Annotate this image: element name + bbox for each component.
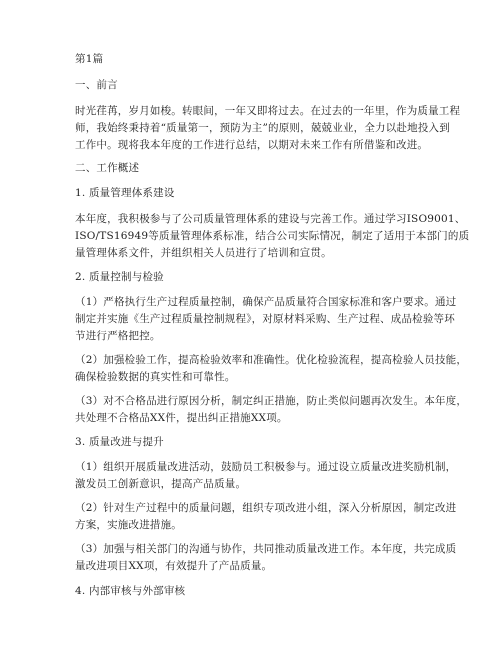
- paragraph-line: 工作中。现将我本年度的工作进行总结，以期对未来工作有所借鉴和改进。: [75, 139, 429, 151]
- section-title: 第1篇: [75, 53, 104, 65]
- subheading-quality-improvement: 3. 质量改进与提升: [75, 436, 164, 448]
- paragraph-line: 量管理体系文件，并组织相关人员进行了培训和宣贯。: [75, 247, 332, 259]
- heading-overview: 二、工作概述: [75, 162, 140, 174]
- paragraph-line: 激发员工创新意识，提高产品质量。: [75, 478, 247, 490]
- paragraph-line: （2）加强检验工作，提高检验效率和准确性。优化检验流程，提高检验人员技能，: [75, 354, 468, 366]
- paragraph-line: 制定并实施《生产过程质量控制规程》，对原材料采购、生产过程、成品检验等环: [75, 313, 455, 325]
- paragraph-line: 本年度，我积极参与了公司质量管理体系的建设与完善工作。通过学习ISO9001、: [75, 213, 466, 225]
- paragraph-line: ISO/TS16949等质量管理体系标准，结合公司实际情况，制定了适用于本部门的质: [75, 230, 470, 242]
- paragraph-line: （3）加强与相关部门的沟通与协作，共同推动质量改进工作。本年度，共完成质: [75, 543, 457, 555]
- paragraph-line: （1）组织开展质量改进活动，鼓励员工积极参与。通过设立质量改进奖励机制，: [75, 461, 457, 473]
- paragraph-line: 量改进项目XX项，有效提升了产品质量。: [75, 560, 273, 572]
- paragraph-line: 师，我始终秉持着“质量第一，预防为主”的原则，兢兢业业，全力以赴地投入到: [75, 122, 450, 134]
- paragraph-line: （1）严格执行生产过程质量控制，确保产品质量符合国家标准和客户要求。通过: [75, 296, 457, 308]
- subheading-audit: 4. 内部审核与外部审核: [75, 585, 186, 597]
- subheading-quality-control: 2. 质量控制与检验: [75, 271, 164, 283]
- subheading-qms: 1. 质量管理体系建设: [75, 187, 175, 199]
- paragraph-line: 确保检验数据的真实性和可靠性。: [75, 371, 236, 383]
- paragraph-line: （2）针对生产过程中的质量问题，组织专项改进小组，深入分析原因，制定改进: [75, 502, 457, 514]
- paragraph-line: 节进行严格把控。: [75, 330, 161, 342]
- heading-preface: 一、前言: [75, 79, 118, 91]
- paragraph-line: （3）对不合格品进行原因分析，制定纠正措施，防止类似问题再次发生。本年度，: [75, 395, 468, 407]
- paragraph-line: 共处理不合格品XX件，提出纠正措施XX项。: [75, 412, 288, 424]
- paragraph-line: 时光荏苒，岁月如梭。转眼间，一年又即将过去。在过去的一年里，作为质量工程: [75, 105, 461, 117]
- paragraph-line: 方案，实施改进措施。: [75, 519, 182, 531]
